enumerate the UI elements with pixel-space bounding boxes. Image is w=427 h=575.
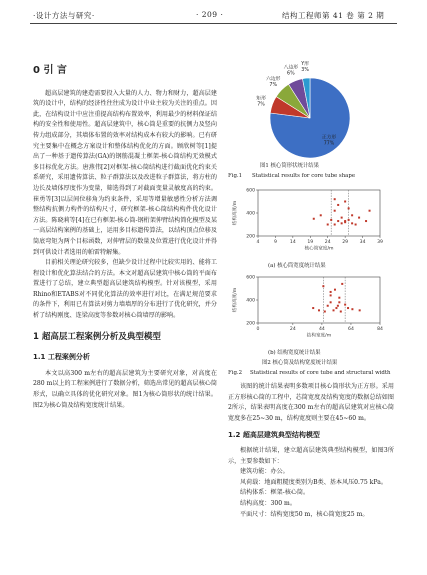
scatter-point [330, 291, 332, 293]
scatter-point [333, 309, 335, 311]
section1-heading: 1 超高层工程案例分析及典型模型 [33, 331, 161, 342]
scatter-point [334, 289, 336, 291]
scatter-point [327, 224, 329, 226]
scatter-point [341, 222, 343, 224]
section1-1-text: 本文以高300 m左右的超高层建筑为主要研究对象，对高度在280 m以上的工程案例进行了数据分析，筛选出常见的超高层核心筒形式，以确立具体的优化研究对象。图1为核心筒形状的统计结果。图2为核心筒及结构宽度统计结果。 [33, 369, 217, 409]
scatter-point [330, 294, 332, 296]
scatter-point [348, 207, 350, 209]
x-tick-label: 84 [377, 327, 383, 332]
x-tick-label: 29 [342, 240, 349, 245]
scatter-point [334, 210, 336, 212]
scatter-point [334, 224, 336, 226]
scatter-point [320, 214, 322, 216]
left-column [33, 66, 217, 411]
pie-label: 3% [301, 68, 309, 74]
x-tick-label: 34 [359, 240, 366, 245]
scatter-point [337, 204, 339, 206]
x-axis-label: 核心筒宽度/m [304, 246, 334, 252]
section1-2-intro: 根据统计结果，建立超高层建筑典型结构模型，如图3所示，主要参数如下： [228, 446, 394, 465]
scatter-point [344, 304, 346, 306]
figure2-caption-en: Statistical results of core tube and structural width [250, 370, 391, 376]
scatter-point [334, 198, 336, 200]
scatter-point [365, 220, 367, 222]
figure1-caption-en-label: Fig.1 [228, 173, 243, 179]
section1-1-heading: 1.1 工程案例分析 [33, 353, 90, 362]
scatter-point [341, 283, 343, 285]
y-tick-label: 400 [246, 211, 255, 217]
scatter-point [358, 217, 360, 219]
scatter-point [355, 224, 357, 226]
scatter-point [318, 309, 320, 311]
figure2-caption-en-label: Fig.2 [228, 370, 243, 376]
param-item: 结构体系：框架-核心筒。 [240, 489, 310, 497]
scatter-point [340, 311, 342, 313]
pie-label: Y形 [301, 62, 309, 68]
scatter-point [337, 305, 339, 307]
scatter-point [351, 214, 353, 216]
x-tick-label: 64 [348, 327, 354, 332]
scatter-point [369, 210, 371, 212]
plot-frame [258, 277, 380, 323]
scatter-point [312, 307, 314, 309]
y-axis-label: 结构高度/m [233, 287, 238, 313]
x-tick-label: 39 [377, 240, 383, 245]
figure2-caption-cn: 图2 核心筒及结构宽度统计结果 [262, 360, 338, 366]
intro-paragraph-1: 超高层建筑的建造需要投入大量的人力、物力和财力，超高层建筑的设计中，结构的经济性往往成为设计中业主较为关注的重点。因此，在结构设计中应注重提高结构布置效率，利用最少的材料保证结构的安全性和使用性。超高层建筑中，核心筒是重要的抗侧力及竖向传力组成部分，其墙体布置的效率对结构成本有较大的影响。已有研究主要集中在概念方案设计和整体结构优化的方面。顾欣树等[1]提出了一种基于遗传算法(GA)的钢筋混凝土框架-核心筒结构无效模式多目标优化方法。唐燕伟[2]对框架-核心筒结构进行截面优化约束关系研究，采用遗传算法、粒子群算法以及改进粒子群算法，将方柱的边长及墙体厚度作为变量，筛选得到了对截面变量灵敏度高的约束。崔勇等[3]以层间位移角为约束条件，采用等增量敏感性分析方法调整结构抗侧力构件的结构尺寸，研究框架-核心筒结构构件优化设计方法。陈晓莉等[4]在已有框架-核心筒-钢桁架伸臂结构简化模型及某一高层结构案例的基础上，运用多目标遗传算法，以结构顶点位移及筒底弯矩为两个目标函数，对伸臂层的数量及位置进行优化设计并得到可供设计者选用的帕雷特解集。 [33, 89, 217, 256]
plot-frame [258, 190, 380, 236]
x-tick-label: 44 [318, 327, 325, 332]
figure2a-scatter-chart [228, 184, 398, 260]
scatter-point [347, 307, 349, 309]
x-tick-label: 24 [324, 240, 331, 245]
right-column [228, 382, 394, 520]
scatter-point [359, 309, 361, 311]
figure2b-caption: (b) 结构宽度统计结果 [268, 350, 321, 356]
param-item: 风荷载：地面粗糙度类别为B类、基本风压0.75 kPa。 [240, 478, 387, 486]
figure1-caption-cn: 图1 核心筒形状统计结果 [260, 163, 320, 169]
running-header-left: ·设计方法与研究· [33, 11, 95, 20]
scatter-point [330, 219, 332, 221]
pie-label: 7% [257, 102, 265, 108]
pie-label: 6% [287, 71, 295, 77]
pie-label: 八边形 [283, 65, 299, 71]
scatter-point [351, 222, 353, 224]
scatter-point [348, 219, 350, 221]
y-tick-label: 200 [246, 234, 255, 240]
y-axis-label: 结构高度/m [233, 200, 238, 226]
x-axis-label: 结构宽度/m [306, 333, 332, 339]
x-tick-label: 4 [256, 240, 260, 245]
pie-label: 77% [323, 141, 335, 147]
scatter-point [337, 220, 339, 222]
header-rule [30, 23, 397, 24]
figure2b-scatter-chart [228, 271, 398, 347]
pie-label: 六边形 [266, 77, 281, 83]
x-tick-label: 9 [273, 240, 277, 245]
scatter-point [324, 311, 326, 313]
pie-label: 7% [269, 83, 278, 89]
scatter-point [322, 285, 324, 287]
x-tick-label: 0 [256, 327, 260, 332]
scatter-point [338, 297, 340, 299]
param-item: 平面尺寸：结构宽度50 m，核心筒宽度25 m。 [240, 510, 369, 518]
figure1-pie-chart [248, 56, 358, 164]
param-item: 建筑功能：办公。 [240, 468, 289, 476]
x-tick-label: 24 [289, 327, 296, 332]
y-tick-label: 400 [246, 298, 255, 304]
intro-paragraph-2: 目前相关理论研究较多，但缺少设计过程中比较实用的、能将工程设计和优化算法结合的方法。本文对超高层建筑中核心筒的平面布置进行了总结，建立典型超高层建筑结构模型。针对该模型，采用Rhino和ETABS对不同优化算法的效率进行对比，在满足规范要求的条件下，利用已有算法对剪力墙墙厚的分布进行了优化研究，并分析了结构刚度、连梁高度等参数对核心筒墙厚的影响。 [33, 259, 217, 320]
right-paragraph: 该图的统计结果表明多数项目核心筒形状为正方形。采用正方形核心筒的工程中，芯筒宽度及结构宽度的数据总结如图2所示，结果表明高度在300 m左右的超高层建筑对应核心筒宽度多在25~30 m，结构宽度则主要在45~60 m。 [228, 383, 394, 422]
section1-2-heading: 1.2 超高层建筑典型结构模型 [228, 431, 320, 440]
running-header-right: 结构工程师第 41 卷 第 2 期 [282, 11, 385, 20]
scatter-point [313, 218, 315, 220]
y-tick-label: 600 [246, 188, 255, 194]
pie-label: 正方形 [321, 135, 337, 141]
x-tick-label: 19 [307, 240, 314, 245]
page-number: · 209 · [196, 10, 224, 19]
scatter-point [335, 307, 337, 309]
scatter-point [327, 305, 329, 307]
y-tick-label: 200 [246, 321, 255, 327]
intro-heading: 0 引 言 [33, 65, 67, 76]
x-tick-label: 14 [289, 240, 296, 245]
scatter-point [344, 201, 346, 203]
y-tick-label: 600 [246, 275, 255, 281]
figure2a-caption: (a) 核心筒宽度统计结果 [268, 263, 326, 269]
param-item: 结构高度：300 m。 [240, 499, 296, 507]
scatter-point [344, 220, 346, 222]
scatter-point [330, 301, 332, 303]
pie-label: 矩形 [256, 96, 266, 102]
scatter-point [351, 308, 353, 310]
scatter-point [341, 217, 343, 219]
scatter-point [338, 301, 340, 303]
figure1-caption-en: Statistical results for core tube shape [252, 173, 356, 179]
